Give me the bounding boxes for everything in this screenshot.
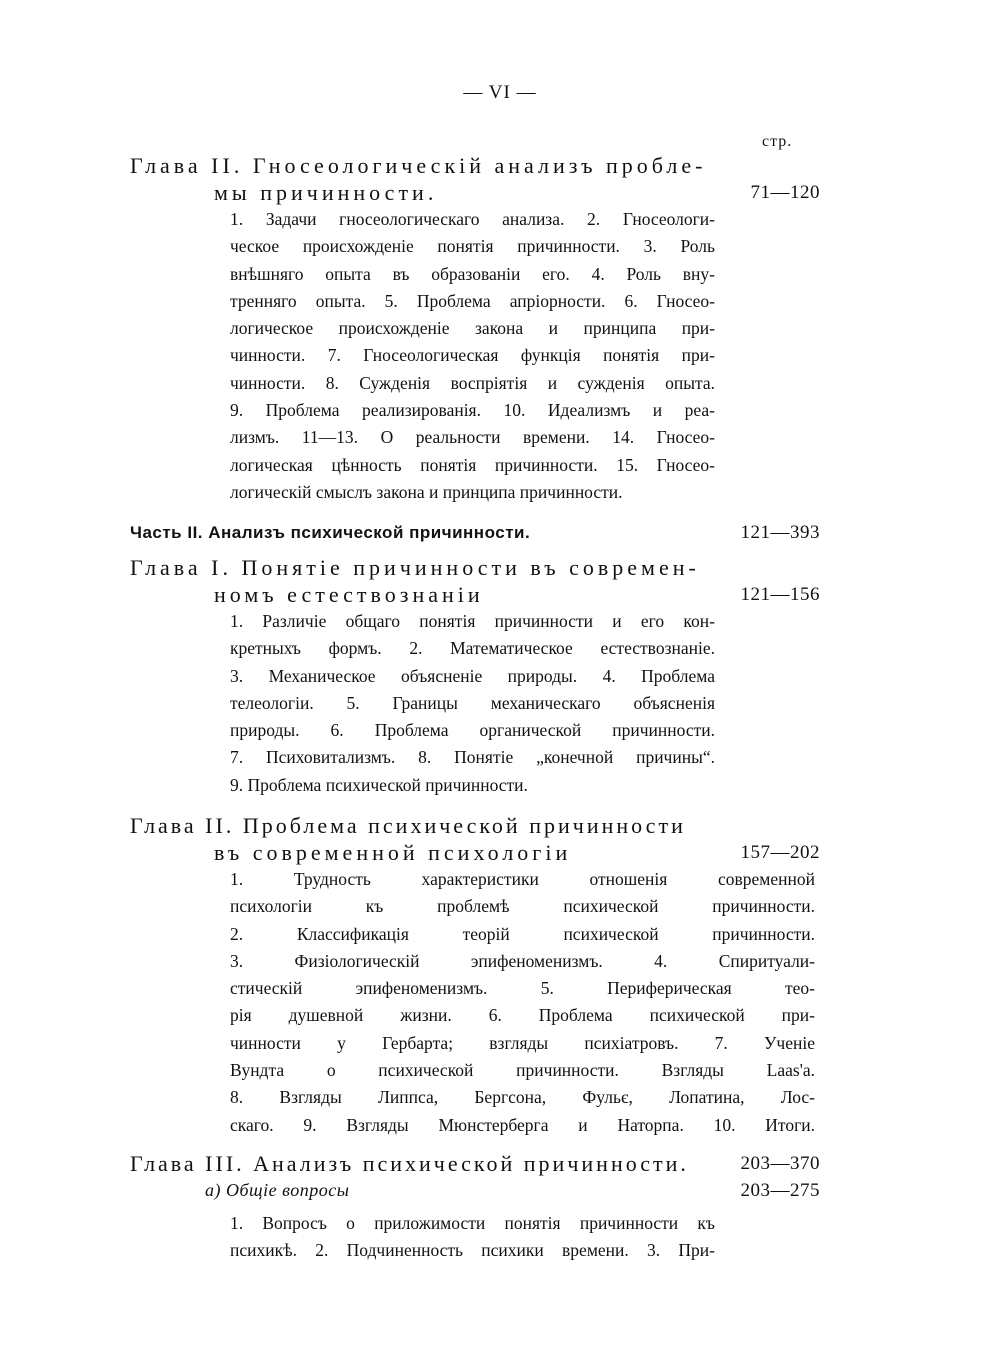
chapter-description — [230, 866, 815, 1139]
description-line: 2. Классификація теорій психической причинности. — [230, 923, 815, 944]
description-line: стическій эпифеноменизмъ. 5. Периферическая тео- — [230, 978, 815, 999]
section-description — [230, 1210, 715, 1265]
description-line: 3. Механическое объясненіе природы. 4. Проблема — [230, 665, 715, 686]
chapter-title-line: Глава II. Гносеологическій анализъ пробле- — [130, 153, 707, 178]
description-line: скаго. 9. Взгляды Мюнстерберга и Наторпа. 10. Итоги. — [230, 1114, 815, 1135]
chapter-title-line: Глава I. Понятіе причинности въ современ- — [130, 555, 700, 580]
description-line: 7. Психовитализмъ. 8. Понятіе „конечной причины“. — [230, 747, 715, 768]
part-title: Часть II. Анализъ психической причинности. — [130, 523, 531, 542]
description-line: 9. Проблема психической причинности. — [230, 774, 528, 795]
chapter-description — [230, 608, 715, 799]
description-line: 1. Вопросъ о приложимости понятія причинности къ — [230, 1213, 715, 1233]
description-line: кретныхъ формъ. 2. Математическое естествознаніе. — [230, 638, 715, 659]
description-line: логическій смыслъ закона и принципа причинности. — [230, 481, 623, 502]
chapter-title-line: Глава II. Проблема психической причинности — [130, 813, 686, 838]
description-line: 1. Трудность характеристики отношенія современной — [230, 869, 815, 889]
description-line: внѣшняго опыта въ образованіи его. 4. Роль вну- — [230, 263, 715, 284]
toc-entry-chapter-3 — [130, 1150, 820, 1177]
description-line: ческое происхожденіе понятія причинности. 3. Роль — [230, 236, 715, 257]
page-number-header: — VI — — [463, 82, 537, 103]
page-range: 203—275 — [740, 1180, 820, 1201]
description-line: лизмъ. 11—13. О реальности времени. 14. Гносео- — [230, 427, 715, 448]
chapter-title-line: въ современной психологіи — [214, 840, 572, 865]
page-range: 157—202 — [740, 842, 820, 863]
toc-entry-chapter-2-psychology — [130, 812, 820, 1139]
description-line: природы. 6. Проблема органической причинности. — [230, 720, 715, 741]
toc-entry-part-2 — [130, 519, 820, 546]
section-title: а) Общіе вопросы — [205, 1180, 350, 1200]
description-line: логическая цѣнность понятія причинности. 15. Гносео- — [230, 454, 715, 475]
pages-column-label: стр. — [762, 133, 793, 150]
description-line: 8. Взгляды Липпса, Бергсона, Фульє, Лопатина, Лос- — [230, 1087, 815, 1108]
toc-entry-chapter-1-natural-science — [130, 554, 820, 799]
description-line: психикѣ. 2. Подчиненность психики времени. 3. При- — [230, 1240, 715, 1261]
toc-entry-section-a — [130, 1177, 820, 1265]
chapter-title-line: номъ естествознаніи — [214, 582, 484, 607]
description-line: 1. Различіе общаго понятія причинности и его кон- — [230, 611, 715, 631]
page-range: 71—120 — [750, 182, 820, 203]
description-line: логическое происхожденіе закона и принципа при- — [230, 318, 715, 339]
description-line: чинности. 7. Гносеологическая функція понятія при- — [230, 345, 715, 366]
description-line: чинности у Гербарта; взгляды психіатровъ. 7. Ученіе — [230, 1032, 815, 1053]
description-line: тренняго опыта. 5. Проблема апріорности. 6. Гносео- — [230, 290, 715, 311]
description-line: психологіи къ проблемѣ психической причинности. — [230, 896, 815, 917]
description-line: телеологіи. 5. Границы механическаго объясненія — [230, 692, 715, 713]
description-line: 9. Проблема реализированія. 10. Идеализмъ и реа- — [230, 400, 715, 421]
chapter-title-line: Глава III. Анализъ психической причинности. — [130, 1151, 689, 1176]
description-line: Вундта о психической причинности. Взгляды Laas'a. — [230, 1060, 815, 1081]
chapter-title-line: мы причинности. — [214, 180, 438, 205]
toc-entry-chapter-2-gnoseology — [130, 152, 820, 506]
page-range: 203—370 — [740, 1153, 820, 1174]
description-line: 3. Физіологическій эпифеноменизмъ. 4. Спиритуали- — [230, 950, 815, 971]
description-line: 1. Задачи гносеологическаго анализа. 2. Гносеологи- — [230, 209, 715, 229]
description-line: рія душевной жизни. 6. Проблема психической при- — [230, 1005, 815, 1026]
page-range: 121—393 — [740, 522, 820, 543]
page-range: 121—156 — [740, 584, 820, 605]
chapter-description — [230, 206, 715, 506]
description-line: чинности. 8. Сужденія воспріятія и сужденія опыта. — [230, 372, 715, 393]
